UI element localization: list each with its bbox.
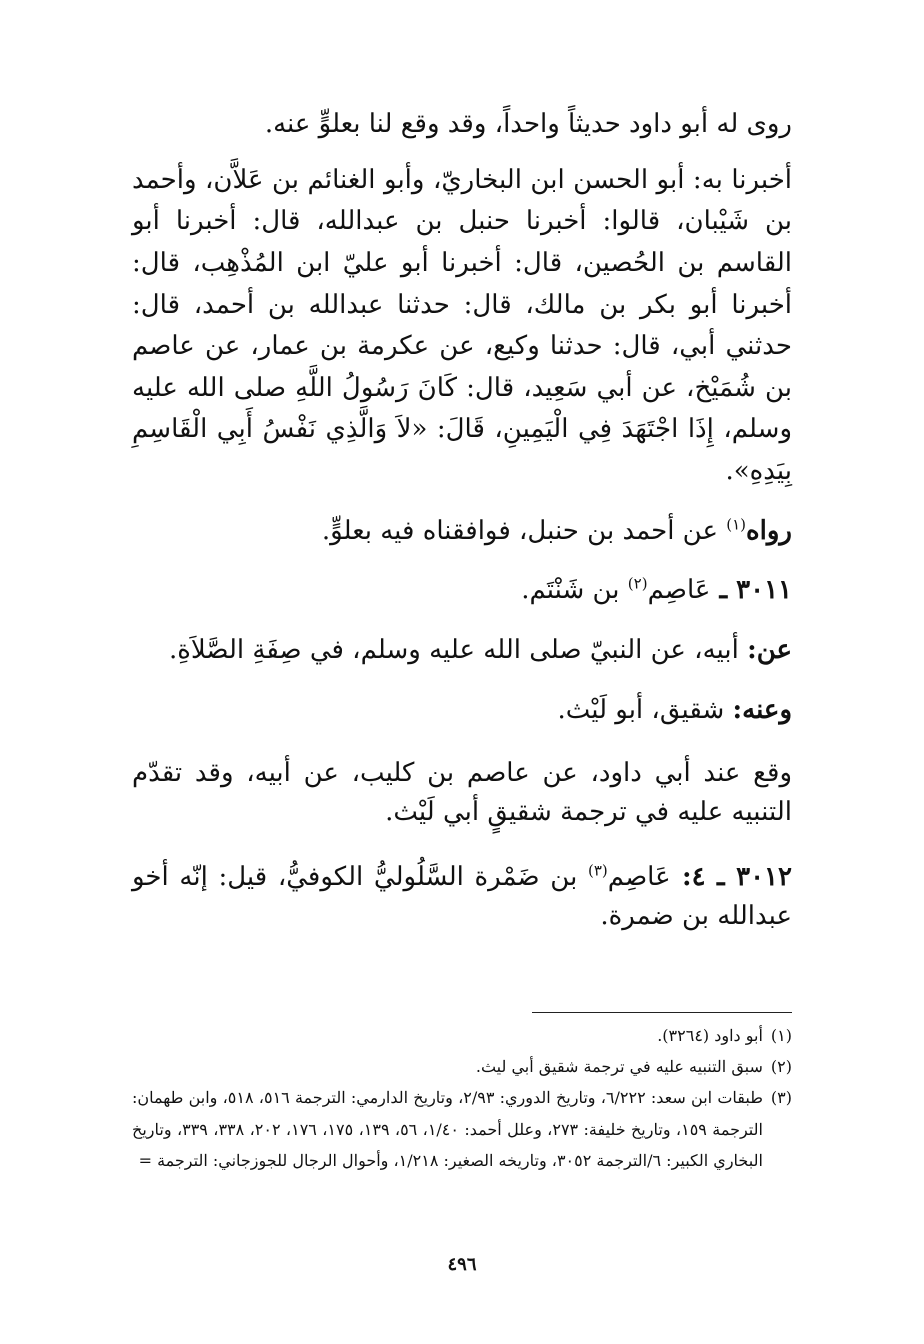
paragraph-riwayah xyxy=(132,515,792,549)
entry-3011-rest: بن شَنْتَم. xyxy=(521,575,628,606)
page-number: ٤٩٦ xyxy=(447,1254,477,1275)
entry-3011-wanhu xyxy=(132,694,792,728)
an-text: أبيه، عن النبيّ صلى الله عليه وسلم، في صِفَةِ الصَّلاَةِ. xyxy=(169,635,748,666)
entry-3012-name: عَاصِم xyxy=(607,861,671,892)
footnote-3 xyxy=(132,1082,792,1176)
entry-3012-number: ٣٠١٢ ـ ٤: xyxy=(670,861,792,892)
entry-3011-name: عَاصِم xyxy=(647,575,711,606)
footnotes xyxy=(132,1020,792,1176)
riwayah-rest: عن أحمد بن حنبل، فوافقناه فيه بعلوٍّ. xyxy=(321,515,727,546)
wanhu-label: وعنه: xyxy=(732,694,792,725)
footnote-2-number: (٢) xyxy=(770,1057,792,1077)
entry-3011-note-text: وقع عند أبي داود، عن عاصم بن كليب، عن أبيه، وقد تقدّم التنبيه عليه في ترجمة شقيقٍ أبي لَيْث. xyxy=(132,757,792,827)
paragraph-1-text: روى له أبو داود حديثاً واحداً، وقد وقع لنا بعلوٍّ عنه. xyxy=(264,109,792,139)
an-label: عن: xyxy=(747,635,792,666)
entry-3011-note xyxy=(132,754,792,832)
entry-3011-an xyxy=(132,634,792,668)
entry-3012-heading xyxy=(132,858,792,936)
wanhu-text: شقيق، أبو لَيْث. xyxy=(557,694,733,725)
footnote-ref-3: (٣) xyxy=(587,861,608,880)
paragraph-1 xyxy=(132,108,792,142)
footnote-ref-2: (٢) xyxy=(627,574,648,593)
footnote-2 xyxy=(132,1051,792,1082)
footnote-divider xyxy=(532,1012,792,1013)
entry-3011-number: ٣٠١١ ـ xyxy=(710,575,792,606)
footnote-1-number: (١) xyxy=(770,1026,792,1045)
footnote-1-text: أبو داود (٣٢٦٤). xyxy=(657,1026,763,1045)
paragraph-isnad xyxy=(132,160,792,493)
entry-3011-heading xyxy=(132,574,792,608)
entry-3012-rest: بن ضَمْرة السَّلُوليُّ الكوفيُّ، قيل: إنّه أخو عبدالله بن ضمرة. xyxy=(132,861,792,931)
footnote-1 xyxy=(132,1020,792,1051)
riwayah-lead: رواه xyxy=(746,515,792,546)
footnote-ref-1: (١) xyxy=(726,514,747,533)
footnote-3-text: طبقات ابن سعد: ٦/٢٢٢، وتاريخ الدوري: ٢/٩٣، وتاريخ الدارمي: الترجمة ٥١٦، ٥١٨، وابن طهمان: الترجمة ١٥٩، وتاريخ خليفة: ٢٧٣، وعلل أحمد: ١/٤٠، ٥٦، ١٣٩، ١٧٥، ١٧٦، ٢٠٢، ٣٣٨، ٣٣٩، وتاريخ البخاري الكبير: ٦/الترجمة ٣٠٥٢، وتاريخه الصغير: ١/٢١٨، وأحوال الرجال للجوزجاني: الترجمة = xyxy=(132,1088,763,1170)
paragraph-isnad-text: أخبرنا به: أبو الحسن ابن البخاريّ، وأبو الغنائم بن عَلاَّن، وأحمد بن شَيْبان، قالوا: أخبرنا حنبل بن عبدالله، قال: أخبرنا أبو القاسم بن الحُصين، قال: أخبرنا أبو عليّ ابن المُذْهِب، قال: أخبرنا أبو بكر بن مالك، قال: حدثنا عبدالله بن أحمد، قال: حدثني أبي، قال: حدثنا وكيع، عن عكرمة بن عمار، عن عاصم بن شُمَيْخ، عن أبي سَعِيد، قال: كَانَ رَسُولُ اللَّهِ صلى الله عليه وسلم، إِذَا اجْتَهَدَ فِي الْيَمِينِ، قَالَ: «لاَ وَالَّذِي نَفْسُ أَبِي الْقَاسِمِ بِيَدِهِ». xyxy=(132,164,792,486)
footnote-2-text: سبق التنبيه عليه في ترجمة شقيق أبي ليث. xyxy=(475,1057,763,1077)
main-text xyxy=(132,108,792,936)
footnote-3-number: (٣) xyxy=(770,1088,792,1108)
